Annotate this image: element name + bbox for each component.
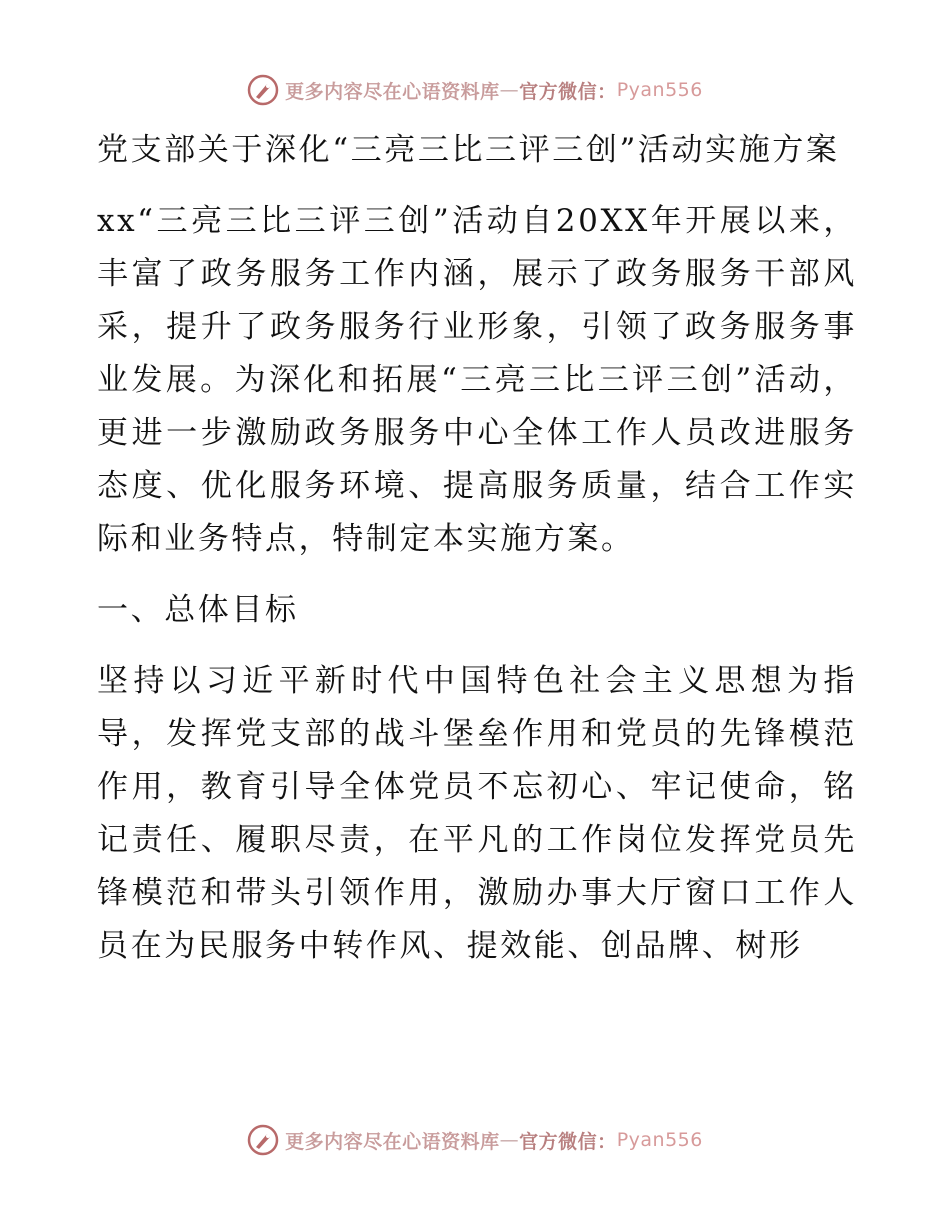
pen-nib-logo-icon — [247, 1124, 279, 1156]
paragraph-overall-goal: 坚持以习近平新时代中国特色社会主义思想为指导，发挥党支部的战斗堡垒作用和党员的先锋模范作用，教育引导全体党员不忘初心、牢记使命，铭记责任、履职尽责，在平凡的工作岗位发挥党员先锋模范和带头引领作用，激励办事大厅窗口工作人员在为民服务中转作风、提效能、创品牌、树形 — [97, 663, 857, 964]
watermark-official-label: 官方微信： — [519, 80, 617, 103]
paragraph-intro: xx“三亮三比三评三创”活动自20XX年开展以来，丰富了政务服务工作内涵，展示了政务服务干部风采，提升了政务服务行业形象，引领了政务服务事业发展。为深化和拓展“三亮三比三评三创”活动，更进一步激励政务服务中心全体工作人员改进服务态度、优化服务环境、提高服务质量，结合工作实际和业务特点，特制定本实施方案。 — [97, 203, 857, 557]
pen-nib-logo-icon — [247, 74, 279, 106]
watermark-wechat-id: Pyan556 — [616, 79, 703, 101]
watermark-separator: — — [499, 79, 520, 101]
watermark-wechat-id: Pyan556 — [616, 1129, 703, 1151]
document-body — [97, 124, 857, 973]
watermark-separator: — — [499, 1129, 520, 1151]
watermark-main-text: 更多内容尽在心语资料库 — [285, 1130, 500, 1153]
watermark-main-text: 更多内容尽在心语资料库 — [285, 80, 500, 103]
document-title: 党支部关于深化“三亮三比三评三创”活动实施方案 — [97, 132, 840, 168]
watermark-header — [0, 70, 950, 110]
watermark-official-label: 官方微信： — [519, 1130, 617, 1153]
watermark-footer — [0, 1120, 950, 1160]
section-heading-overall-goal: 一、总体目标 — [97, 592, 299, 628]
